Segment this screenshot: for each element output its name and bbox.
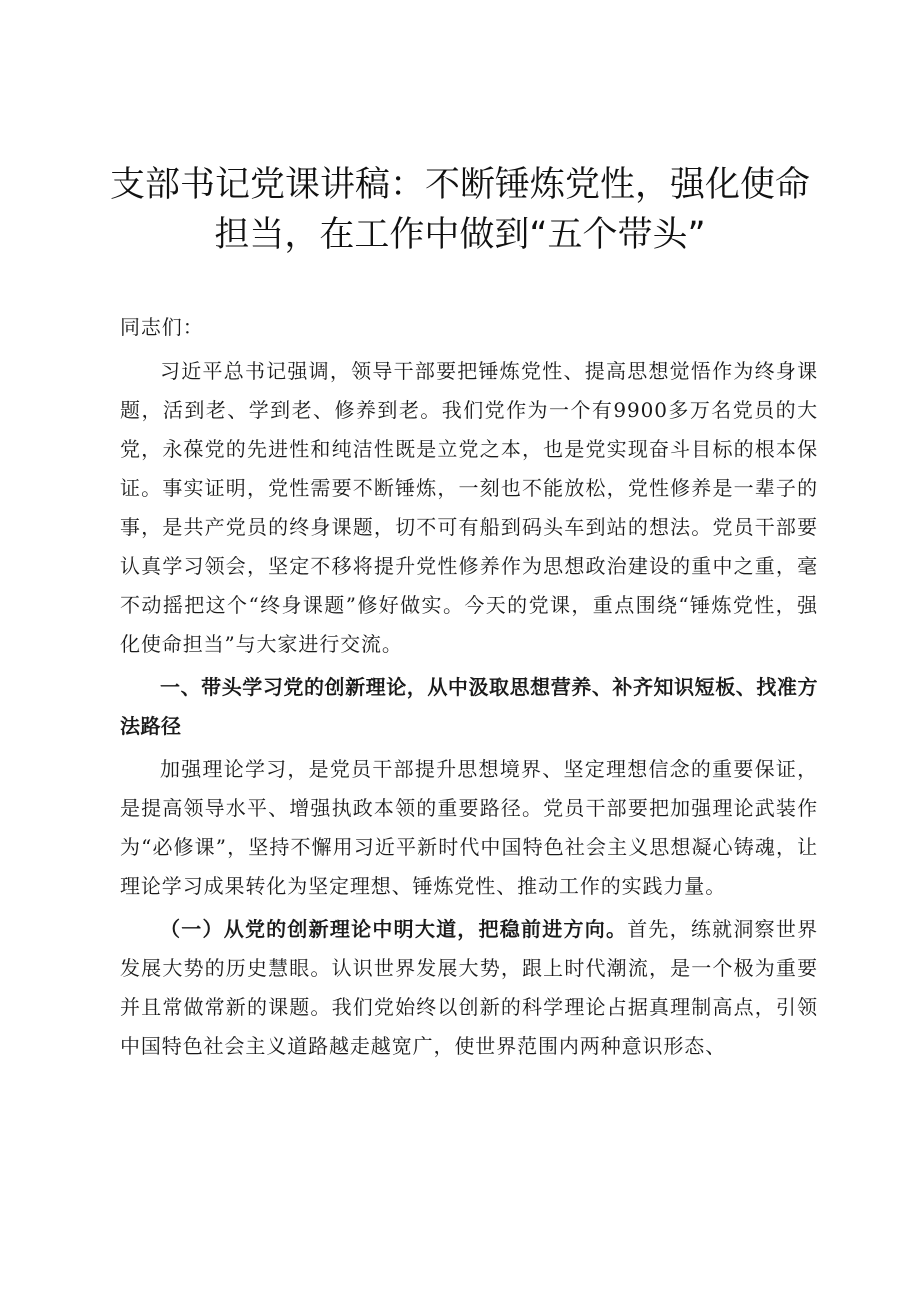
document-title (90, 160, 830, 260)
subsection-heading-1: （一）从党的创新理论中明大道，把稳前进方向。 (160, 917, 628, 941)
title-line-2: 担当，在工作中做到“五个带头” (214, 215, 706, 255)
salutation: 同志们： (120, 315, 204, 339)
title-line-1: 支部书记党课讲稿：不断锤炼党性，强化使命 (109, 165, 810, 205)
subsection-1-paragraph (120, 910, 818, 1066)
section-heading-1: 一、带头学习党的创新理论，从中汲取思想营养、补齐知识短板、找准方法路径 (120, 675, 818, 738)
document-body (120, 308, 818, 1066)
intro-paragraph: 习近平总书记强调，领导干部要把锤炼党性、提高思想觉悟作为终身课题，活到老、学到老、修养到老。我们党作为一个有9900多万名党员的大党，永葆党的先进性和纯洁性既是立党之本，也是党实现奋斗目标的根本保证。事实证明，党性需要不断锤炼，一刻也不能放松，党性修养是一辈子的事，是共产党员的终身课题，切不可有船到码头车到站的想法。党员干部要认真学习领会，坚定不移将提升党性修养作为思想政治建设的重中之重，毫不动摇把这个“终身课题”修好做实。今天的党课，重点围绕“锤炼党性，强化使命担当”与大家进行交流。 (120, 359, 818, 656)
section-1-paragraph: 加强理论学习，是党员干部提升思想境界、坚定理想信念的重要保证，是提高领导水平、增强执政本领的重要路径。党员干部要把加强理论武装作为“必修课”，坚持不懈用习近平新时代中国特色社会主义思想凝心铸魂，让理论学习成果转化为坚定理想、锤炼党性、推动工作的实践力量。 (120, 757, 818, 898)
subsection-1-text: 首先，练就洞察世界发展大势的历史慧眼。认识世界发展大势，跟上时代潮流，是一个极为重要并且常做常新的课题。我们党始终以创新的科学理论占据真理制高点，引领中国特色社会主义道路越走越宽广，使世界范围内两种意识形态、 (120, 917, 818, 1058)
